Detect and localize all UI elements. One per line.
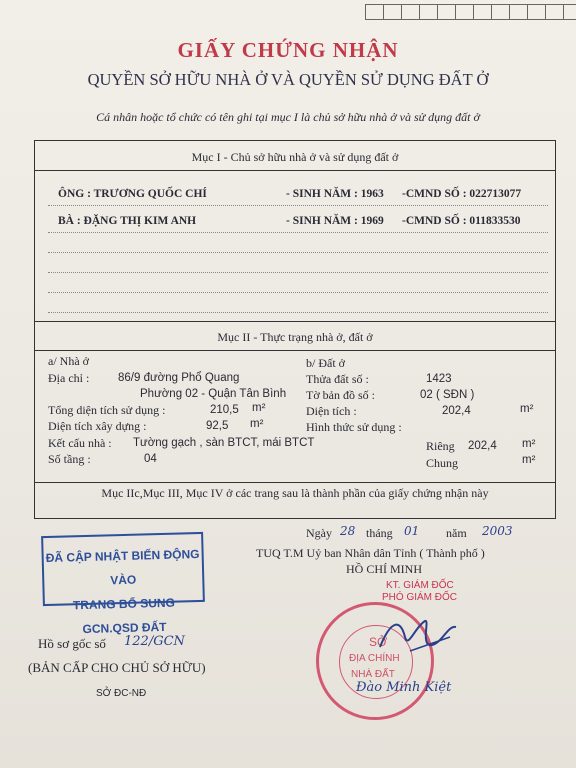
plot-label: Thửa đất số : — [306, 372, 369, 386]
private-unit: m² — [522, 438, 536, 450]
signer-name: Đào Minh Kiệt — [356, 680, 452, 695]
date-year: 2003 — [482, 524, 513, 538]
update-stamp — [41, 532, 205, 637]
address-line1: 86/9 đường Phổ Quang — [118, 372, 240, 384]
certificate-intro: Cá nhân hoặc tổ chức có tên ghi tại mục I là chủ sở hữu nhà ở và sử dụng đất ở — [96, 110, 480, 124]
signer-title2: PHÓ GIÁM ĐỐC — [382, 592, 458, 603]
dotted-line — [48, 292, 548, 293]
owner2-name: BÀ : ĐẶNG THỊ KIM ANH — [58, 215, 197, 227]
record-value: 122/GCN — [124, 634, 185, 649]
land-area-unit: m² — [520, 403, 534, 415]
total-area-unit: m² — [252, 402, 266, 414]
map-label: Tờ bản đồ số : — [306, 388, 376, 402]
built-area-unit: m² — [250, 418, 264, 430]
footer-note: Mục IIc,Mục III, Mục IV ở các trang sau là thành phần của giấy chứng nhận này — [101, 486, 489, 500]
structure-label: Kết cấu nhà : — [48, 436, 112, 450]
seal-center3: NHÀ ĐẤT — [351, 669, 395, 680]
update-stamp-line2: TRANG BỔ SUNG GCN.QSD ĐẤT — [72, 595, 176, 637]
office-code: SỞ ĐC-NĐ — [96, 688, 147, 699]
copy-note: (BẢN CẤP CHO CHỦ SỞ HỮU) — [28, 660, 206, 675]
authority-line1: TUQ T.M Uỷ ban Nhân dân Tỉnh ( Thành phố ) — [256, 546, 485, 560]
divider — [34, 321, 556, 322]
floors-label: Số tầng : — [48, 452, 91, 466]
shared-unit: m² — [522, 454, 536, 466]
owner1-birth: - SINH NĂM : 1963 — [286, 188, 384, 200]
total-area-label: Tổng diện tích sử dụng : — [48, 403, 166, 417]
private-label: Riêng — [426, 439, 455, 453]
update-stamp-line1: ĐÃ CẬP NHẬT BIẾN ĐỘNG VÀO — [45, 546, 200, 588]
usage-label: Hình thức sử dụng : — [306, 420, 402, 434]
divider — [34, 482, 556, 483]
private-value: 202,4 — [468, 440, 497, 452]
shared-label: Chung — [426, 456, 459, 470]
section2-title: Mục II - Thực trạng nhà ở, đất ở — [217, 330, 373, 344]
floors-value: 04 — [144, 453, 157, 465]
built-area-value: 92,5 — [206, 420, 229, 432]
total-area-value: 210,5 — [210, 404, 239, 416]
serial-boxes — [366, 4, 576, 20]
dotted-line — [48, 232, 548, 233]
section1-title: Mục I - Chủ sở hữu nhà ở và sử dụng đất ở — [191, 150, 399, 164]
record-label: Hồ sơ gốc số — [38, 636, 106, 651]
date-month-label: tháng — [366, 526, 393, 540]
seal-center2: ĐỊA CHÍNH — [349, 653, 400, 664]
address-line2: Phường 02 - Quận Tân Bình — [140, 388, 287, 400]
map-value: 02 ( SĐN ) — [420, 389, 475, 401]
dotted-line — [48, 252, 548, 253]
dotted-line — [48, 312, 548, 313]
divider — [34, 350, 556, 351]
built-area-label: Diện tích xây dựng : — [48, 419, 147, 433]
authority-line2: HỒ CHÍ MINH — [346, 562, 422, 576]
signer-title1: KT. GIÁM ĐỐC — [386, 580, 454, 591]
land-area-value: 202,4 — [442, 405, 471, 417]
owner2-id: -CMND SỐ : 011833530 — [402, 215, 521, 227]
seal-center1: SỞ — [369, 635, 388, 649]
date-year-label: năm — [446, 526, 467, 540]
date-day: 28 — [340, 524, 356, 538]
divider — [34, 170, 556, 171]
house-heading: a/ Nhà ở — [48, 354, 89, 368]
address-label: Địa chỉ : — [48, 371, 90, 385]
certificate-subtitle: QUYỀN SỞ HỮU NHÀ Ở VÀ QUYỀN SỬ DỤNG ĐẤT Ở — [87, 70, 489, 89]
certificate-title: GIẤY CHỨNG NHẬN — [177, 38, 399, 62]
date-month: 01 — [404, 524, 420, 538]
dotted-line — [48, 272, 548, 273]
owner1-id: -CMND SỐ : 022713077 — [402, 188, 522, 200]
structure-value: Tường gạch , sàn BTCT, mái BTCT — [133, 437, 315, 449]
owner2-birth: - SINH NĂM : 1969 — [286, 215, 384, 227]
dotted-line — [48, 205, 548, 206]
land-heading: b/ Đất ở — [306, 356, 346, 370]
signature — [360, 607, 470, 667]
plot-value: 1423 — [426, 373, 452, 385]
owner1-name: ÔNG : TRƯƠNG QUỐC CHÍ — [58, 188, 207, 200]
land-area-label: Diện tích : — [306, 404, 357, 418]
date-day-label: Ngày — [306, 526, 332, 540]
